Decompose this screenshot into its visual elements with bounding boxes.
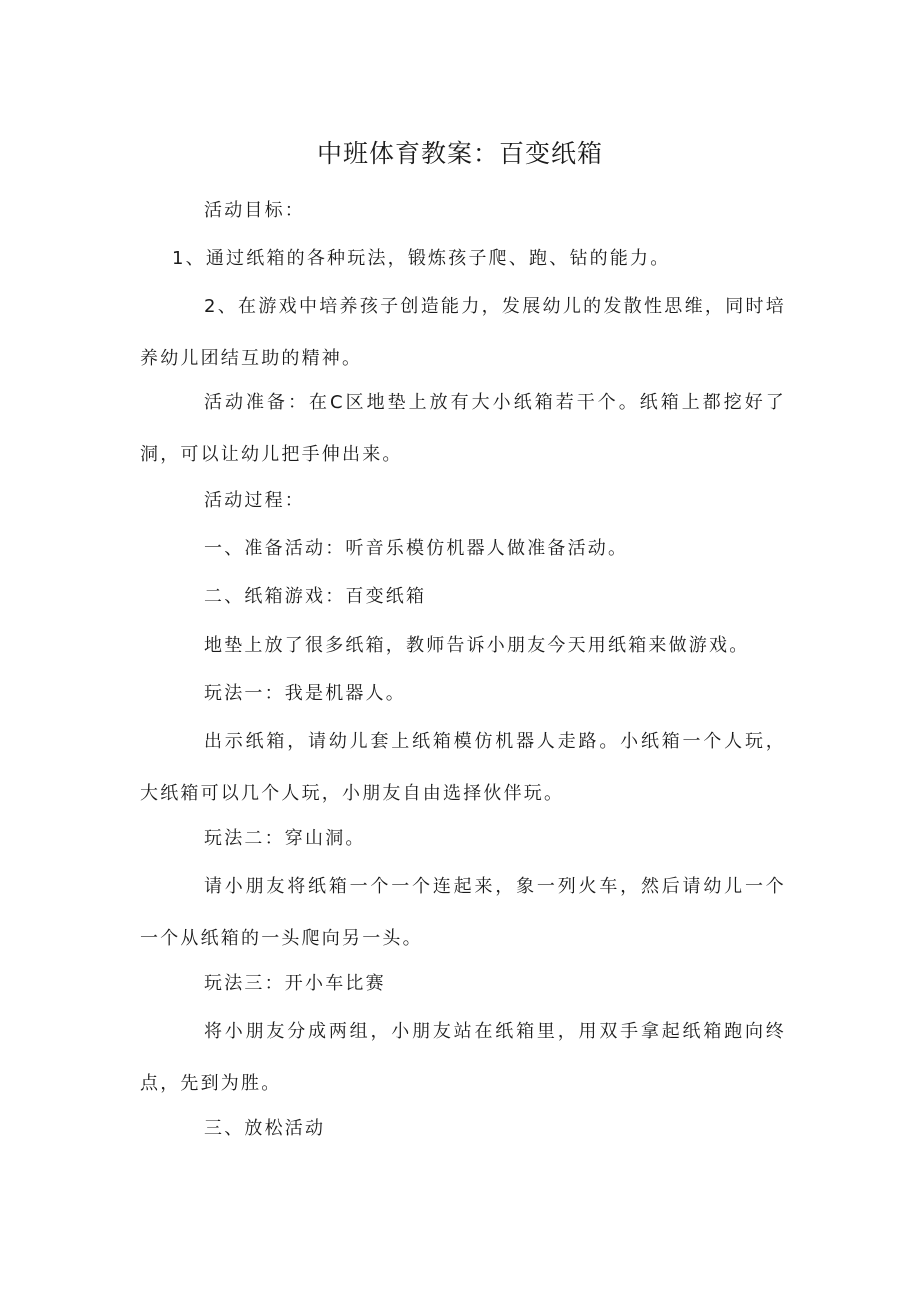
play-1-text: 出示纸箱，请幼儿套上纸箱模仿机器人走路。小纸箱一个人玩，大纸箱可以几个人玩，小朋友自由选择伙伴玩。 [140,731,786,804]
play-3-text: 将小朋友分成两组，小朋友站在纸箱里，用双手拿起纸箱跑向终点，先到为胜。 [140,1021,786,1094]
play-2-text: 请小朋友将纸箱一个一个连起来，象一列火车，然后请幼儿一个一个从纸箱的一头爬向另一头。 [140,876,786,949]
play-2-title: 玩法二：穿山洞。 [204,828,366,849]
step-3: 三、放松活动 [204,1118,326,1139]
play-3-title: 玩法三：开小车比赛 [204,973,386,994]
goals-heading: 活动目标： [204,200,305,221]
play-1-title: 玩法一：我是机器人。 [204,683,406,704]
step-1: 一、准备活动：听音乐模仿机器人做准备活动。 [204,538,629,559]
step-2-intro: 地垫上放了很多纸箱，教师告诉小朋友今天用纸箱来做游戏。 [204,635,750,656]
process-heading: 活动过程： [204,490,305,511]
document-title: 中班体育教案：百变纸箱 [316,139,603,168]
goal-2: 2、在游戏中培养孩子创造能力，发展幼儿的发散性思维，同时培养幼儿团结互助的精神。 [140,296,786,369]
preparation: 活动准备：在C区地垫上放有大小纸箱若干个。纸箱上都挖好了洞，可以让幼儿把手伸出来。 [140,392,786,465]
goal-1: 1、通过纸箱的各种玩法，锻炼孩子爬、跑、钻的能力。 [172,248,671,269]
step-2: 二、纸箱游戏：百变纸箱 [204,586,427,607]
